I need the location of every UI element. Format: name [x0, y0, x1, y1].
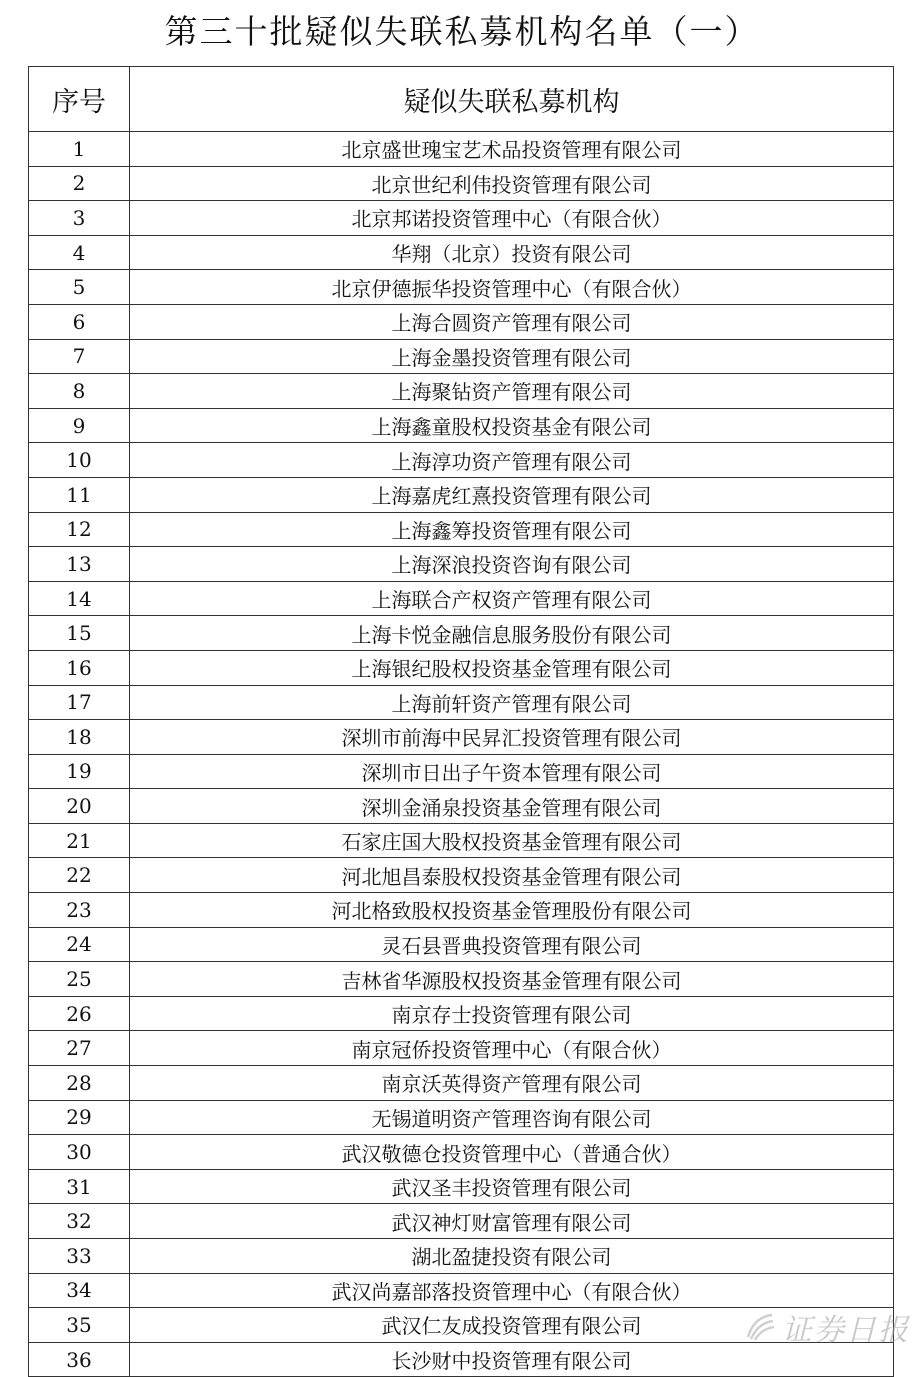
institution-name: 上海鑫童股权投资基金有限公司 — [130, 408, 894, 443]
table-row — [29, 893, 894, 928]
row-number: 6 — [29, 304, 130, 339]
table-row — [29, 1204, 894, 1239]
page-title: 第三十批疑似失联私募机构名单（一） — [164, 12, 760, 51]
institution-name: 上海前轩资产管理有限公司 — [130, 685, 894, 720]
institution-name: 上海合圆资产管理有限公司 — [130, 304, 894, 339]
institution-name: 北京世纪利伟投资管理有限公司 — [130, 166, 894, 201]
row-number: 24 — [29, 927, 130, 962]
table-row — [29, 1273, 894, 1308]
institution-name: 上海嘉虎红熹投资管理有限公司 — [130, 477, 894, 512]
table-row — [29, 235, 894, 270]
table-row — [29, 132, 894, 167]
row-number: 21 — [29, 823, 130, 858]
row-number: 33 — [29, 1239, 130, 1274]
institution-name: 深圳市前海中民昇汇投资管理有限公司 — [130, 720, 894, 755]
institution-name: 上海鑫筹投资管理有限公司 — [130, 512, 894, 547]
row-number: 19 — [29, 754, 130, 789]
table-row — [29, 962, 894, 997]
row-number: 9 — [29, 408, 130, 443]
row-number: 11 — [29, 477, 130, 512]
institution-name: 上海卡悦金融信息服务股份有限公司 — [130, 616, 894, 651]
table-row — [29, 374, 894, 409]
table-row — [29, 443, 894, 478]
institution-name: 上海聚钻资产管理有限公司 — [130, 374, 894, 409]
institution-name: 南京冠侨投资管理中心（有限合伙） — [130, 1031, 894, 1066]
table-row — [29, 754, 894, 789]
table-row — [29, 650, 894, 685]
row-number: 1 — [29, 132, 130, 167]
row-number: 5 — [29, 270, 130, 305]
table-row — [29, 823, 894, 858]
row-number: 18 — [29, 720, 130, 755]
table-row — [29, 512, 894, 547]
row-number: 3 — [29, 201, 130, 236]
institution-name: 上海联合产权资产管理有限公司 — [130, 581, 894, 616]
watermark — [744, 1305, 910, 1349]
row-number: 15 — [29, 616, 130, 651]
row-number: 34 — [29, 1273, 130, 1308]
table-row — [29, 996, 894, 1031]
institution-name: 南京存士投资管理有限公司 — [130, 996, 894, 1031]
row-number: 4 — [29, 235, 130, 270]
institution-name: 武汉仁友成投资管理有限公司 — [130, 1308, 894, 1343]
table-row — [29, 858, 894, 893]
institution-name: 深圳金涌泉投资基金管理有限公司 — [130, 789, 894, 824]
table-row — [29, 304, 894, 339]
table-body — [29, 132, 894, 1377]
header-name: 疑似失联私募机构 — [130, 67, 894, 132]
row-number: 12 — [29, 512, 130, 547]
row-number: 14 — [29, 581, 130, 616]
institution-name: 北京邦诺投资管理中心（有限合伙） — [130, 201, 894, 236]
institution-name: 上海银纪股权投资基金管理有限公司 — [130, 650, 894, 685]
row-number: 7 — [29, 339, 130, 374]
row-number: 16 — [29, 650, 130, 685]
table-row — [29, 477, 894, 512]
table-row — [29, 339, 894, 374]
row-number: 29 — [29, 1100, 130, 1135]
institution-name: 长沙财中投资管理有限公司 — [130, 1342, 894, 1377]
row-number: 17 — [29, 685, 130, 720]
header-no: 序号 — [29, 67, 130, 132]
institution-name: 北京盛世瑰宝艺术品投资管理有限公司 — [130, 132, 894, 167]
institution-name: 河北旭昌泰股权投资基金管理有限公司 — [130, 858, 894, 893]
row-number: 28 — [29, 1066, 130, 1101]
institution-name: 北京伊德振华投资管理中心（有限合伙） — [130, 270, 894, 305]
institution-name: 南京沃英得资产管理有限公司 — [130, 1066, 894, 1101]
institution-name: 上海金墨投资管理有限公司 — [130, 339, 894, 374]
row-number: 25 — [29, 962, 130, 997]
table-row — [29, 1031, 894, 1066]
institution-name: 灵石县晋典投资管理有限公司 — [130, 927, 894, 962]
table-row — [29, 201, 894, 236]
table-row — [29, 1169, 894, 1204]
institution-table — [28, 66, 894, 1377]
row-number: 32 — [29, 1204, 130, 1239]
table-row — [29, 927, 894, 962]
institution-name: 吉林省华源股权投资基金管理有限公司 — [130, 962, 894, 997]
table-row — [29, 1066, 894, 1101]
institution-name: 武汉神灯财富管理有限公司 — [130, 1204, 894, 1239]
table-row — [29, 720, 894, 755]
table-row — [29, 1135, 894, 1170]
institution-name: 湖北盈捷投资有限公司 — [130, 1239, 894, 1274]
table-row — [29, 789, 894, 824]
institution-name: 上海淳功资产管理有限公司 — [130, 443, 894, 478]
row-number: 26 — [29, 996, 130, 1031]
watermark-text: 证券日报 — [782, 1313, 910, 1348]
table-header-row — [29, 67, 894, 132]
table-row — [29, 685, 894, 720]
row-number: 35 — [29, 1308, 130, 1343]
institution-name: 华翔（北京）投资有限公司 — [130, 235, 894, 270]
institution-name: 武汉尚嘉部落投资管理中心（有限合伙） — [130, 1273, 894, 1308]
institution-name: 河北格致股权投资基金管理股份有限公司 — [130, 893, 894, 928]
table-row — [29, 166, 894, 201]
institution-name: 上海深浪投资咨询有限公司 — [130, 547, 894, 582]
institution-name: 无锡道明资产管理咨询有限公司 — [130, 1100, 894, 1135]
institution-name: 武汉圣丰投资管理有限公司 — [130, 1169, 894, 1204]
institution-name: 石家庄国大股权投资基金管理有限公司 — [130, 823, 894, 858]
row-number: 13 — [29, 547, 130, 582]
row-number: 31 — [29, 1169, 130, 1204]
row-number: 36 — [29, 1342, 130, 1377]
row-number: 2 — [29, 166, 130, 201]
row-number: 27 — [29, 1031, 130, 1066]
table-row — [29, 270, 894, 305]
row-number: 30 — [29, 1135, 130, 1170]
table-row — [29, 408, 894, 443]
row-number: 23 — [29, 893, 130, 928]
logo-icon — [744, 1311, 776, 1343]
table-row — [29, 616, 894, 651]
table-row — [29, 581, 894, 616]
row-number: 8 — [29, 374, 130, 409]
row-number: 10 — [29, 443, 130, 478]
table-row — [29, 1100, 894, 1135]
institution-name: 深圳市日出子午资本管理有限公司 — [130, 754, 894, 789]
table-row — [29, 547, 894, 582]
row-number: 20 — [29, 789, 130, 824]
institution-name: 武汉敬德仓投资管理中心（普通合伙） — [130, 1135, 894, 1170]
row-number: 22 — [29, 858, 130, 893]
table-row — [29, 1239, 894, 1274]
